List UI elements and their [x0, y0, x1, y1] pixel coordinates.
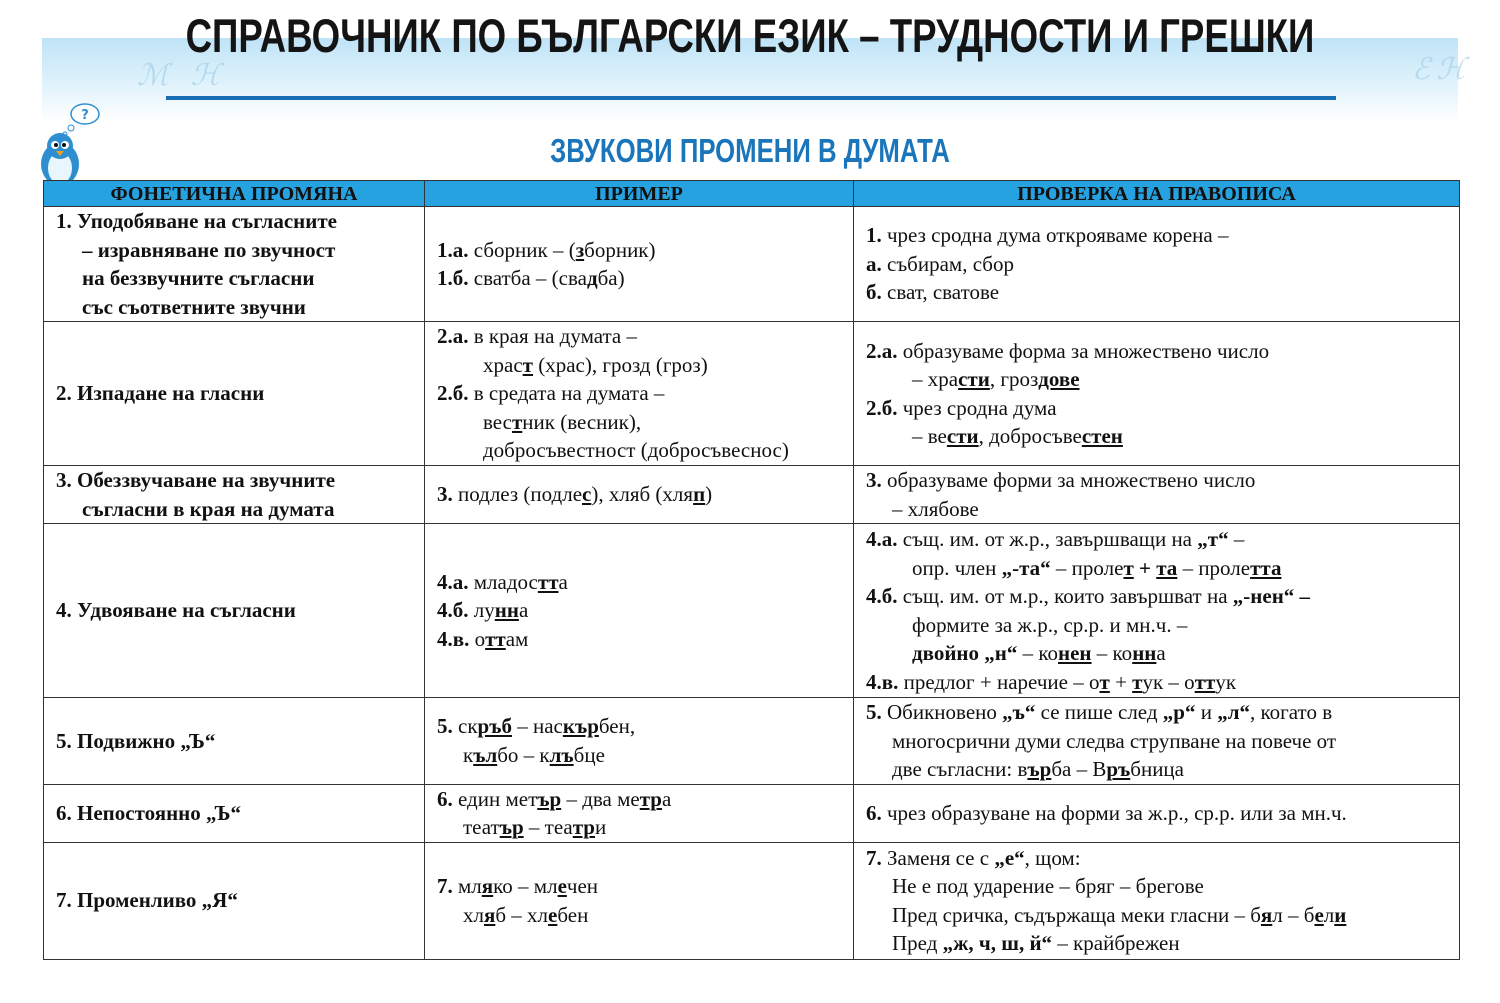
- change-line: 6. Непостоянно „Ъ“: [56, 800, 241, 825]
- text-run: чрез сродна дума: [902, 395, 1057, 420]
- underlined-letters: и: [1334, 902, 1347, 927]
- text-run: ба – В: [1051, 757, 1107, 781]
- underlined-letters: кър: [562, 714, 599, 739]
- underlined-letters: т: [522, 352, 533, 377]
- underlined-letters: лъ: [549, 742, 574, 767]
- check-line: [866, 639, 1459, 668]
- text-run: 2.а.: [437, 324, 474, 349]
- check-line: [866, 611, 1459, 640]
- text-run: 7.: [866, 845, 887, 870]
- table-header-row: [44, 181, 1460, 207]
- example-cell: [425, 466, 854, 524]
- text-run: двойно „н“: [912, 641, 1018, 665]
- text-run: –: [1228, 527, 1245, 551]
- text-run: „р“: [1162, 700, 1196, 724]
- underlined-letters: п: [693, 482, 706, 507]
- text-run: сборник – (: [473, 237, 576, 262]
- text-run: – хра: [912, 367, 959, 391]
- example-cell: [425, 322, 854, 466]
- text-run: 4.а.: [437, 569, 474, 594]
- check-line: [866, 337, 1459, 366]
- text-run: образуваме форма за множествено число: [902, 338, 1270, 363]
- underlined-letters: ър: [499, 815, 524, 839]
- table-row: [44, 524, 1460, 698]
- change-line: 1. Уподобяване на съгласните: [56, 209, 337, 233]
- underlined-letters: тр: [639, 786, 662, 811]
- text-run: ), хляб (хля: [591, 482, 694, 507]
- text-run: 4.б.: [437, 598, 474, 623]
- underlined-letters: та: [1156, 555, 1178, 580]
- underlined-letters: ър: [537, 786, 562, 811]
- example-line: [437, 264, 853, 293]
- check-line: [866, 582, 1459, 611]
- example-line: [437, 901, 853, 930]
- spelling-check-cell: [854, 784, 1460, 842]
- example-line: [437, 741, 853, 770]
- underlined-letters: с: [582, 482, 592, 507]
- underlined-letters: е: [557, 874, 567, 898]
- text-run: сватба – (сва: [473, 266, 587, 290]
- underlined-letters: сти: [958, 367, 990, 391]
- underlined-letters: я: [481, 874, 494, 898]
- text-run: а.: [866, 251, 887, 276]
- text-run: две съгласни: в: [892, 757, 1028, 781]
- text-run: ко – мл: [493, 874, 558, 898]
- text-run: Пред: [892, 931, 943, 955]
- table-row: [44, 842, 1460, 959]
- text-run: младос: [473, 569, 538, 594]
- text-run: ук – о: [1142, 669, 1195, 694]
- text-run: , когато в: [1250, 700, 1333, 724]
- text-run: – ко: [1091, 641, 1133, 665]
- example-line: [437, 408, 853, 437]
- underlined-letters: т: [1132, 669, 1143, 694]
- text-run: теат: [463, 815, 500, 839]
- underlined-letters: ръ: [1106, 757, 1131, 781]
- text-run: подлез (подле: [458, 482, 583, 507]
- change-line: 4. Удвояване на съгласни: [56, 598, 296, 623]
- spelling-check-cell: [854, 524, 1460, 698]
- change-line: съгласни в края на думата: [82, 496, 335, 521]
- underlined-letters: т: [511, 409, 523, 434]
- text-run: бен: [557, 902, 589, 927]
- text-run: б – хл: [495, 902, 549, 927]
- text-run: – проле: [1050, 555, 1124, 580]
- check-line: [866, 727, 1459, 756]
- check-line: [866, 525, 1459, 554]
- text-run: „л“: [1217, 700, 1251, 724]
- text-run: 5.: [866, 700, 887, 724]
- example-line: [437, 351, 853, 380]
- underlined-letters: тта: [1250, 555, 1282, 580]
- check-line: [866, 554, 1459, 583]
- underlined-letters: нн: [1132, 641, 1157, 665]
- change-line: 2. Изпадане на гласни: [56, 381, 265, 406]
- text-run: същ. им. от ж.р., завършващи на: [902, 527, 1198, 551]
- text-run: ): [705, 482, 713, 507]
- text-run: 7.: [437, 874, 458, 898]
- text-run: и: [595, 815, 607, 839]
- text-run: в края на думата –: [473, 324, 637, 349]
- spelling-check-cell: [854, 698, 1460, 785]
- text-run: мл: [458, 874, 482, 898]
- example-line: [437, 236, 853, 265]
- text-run: образуваме форми за множествено число: [887, 468, 1256, 492]
- svg-text:?: ?: [81, 108, 89, 123]
- check-line: [866, 394, 1459, 423]
- text-run: лу: [473, 598, 495, 623]
- text-run: – хлябове: [892, 496, 979, 521]
- phonetic-change-cell: [44, 698, 425, 785]
- text-run: 6.: [866, 800, 887, 825]
- text-run: 6.: [437, 786, 458, 811]
- text-run: бце: [573, 742, 605, 767]
- text-run: добросъвестност (добросъвеснос): [483, 438, 789, 463]
- example-line: [437, 625, 853, 654]
- check-line: [866, 755, 1459, 784]
- text-run: в средата на думата –: [473, 381, 665, 406]
- underlined-letters: ръб: [477, 714, 512, 739]
- change-line: 3. Обеззвучаване на звучните: [56, 468, 336, 492]
- example-line: [437, 785, 853, 814]
- text-run: 1.: [866, 223, 887, 248]
- check-line: [866, 668, 1459, 697]
- text-run: бен,: [598, 714, 636, 739]
- check-line: [866, 799, 1459, 828]
- text-run: „т“: [1197, 527, 1229, 551]
- text-run: о: [474, 626, 486, 651]
- text-run: ук: [1215, 669, 1237, 694]
- text-run: „ж, ч, ш, й“: [942, 931, 1053, 955]
- text-run: – крайбрежен: [1052, 931, 1180, 955]
- underlined-letters: я: [1260, 902, 1273, 927]
- check-line: [866, 422, 1459, 451]
- underlined-letters: з: [575, 237, 585, 262]
- change-line: със съответните звучни: [82, 294, 306, 319]
- text-run: храс: [483, 352, 523, 377]
- underlined-letters: дове: [1038, 367, 1080, 391]
- example-line: [437, 712, 853, 741]
- banner-decoration: ℰℋ: [1412, 52, 1472, 87]
- text-run: 3.: [437, 482, 458, 507]
- text-run: Обикновено: [887, 700, 1003, 724]
- example-cell: [425, 698, 854, 785]
- text-run: к: [463, 742, 474, 767]
- text-run: 4.а.: [866, 527, 903, 551]
- underlined-letters: е: [548, 902, 558, 927]
- text-run: а: [518, 598, 529, 623]
- column-header-change: ФОНЕТИЧНА ПРОМЯНА: [44, 181, 425, 207]
- text-run: опр. член: [912, 555, 1002, 580]
- text-run: Пред сричка, съдържаща меки гласни – б: [892, 902, 1261, 927]
- text-run: а: [558, 569, 568, 594]
- text-run: – нас: [511, 714, 563, 739]
- underlined-letters: е: [1314, 902, 1324, 927]
- table-row: [44, 784, 1460, 842]
- underlined-letters: стен: [1081, 424, 1123, 448]
- text-run: +: [1133, 555, 1157, 580]
- spelling-check-cell: [854, 466, 1460, 524]
- phonetic-change-cell: [44, 524, 425, 698]
- example-line: [437, 379, 853, 408]
- text-run: – проле: [1177, 555, 1251, 580]
- check-line: [866, 278, 1459, 307]
- text-run: формите за ж.р., ср.р. и мн.ч. –: [912, 612, 1188, 637]
- check-line: [866, 901, 1459, 930]
- text-run: и: [1195, 700, 1218, 724]
- text-run: събирам, сбор: [887, 251, 1014, 276]
- text-run: ам: [505, 626, 529, 651]
- example-cell: [425, 842, 854, 959]
- text-run: които завършват на: [1054, 584, 1233, 608]
- spelling-check-cell: [854, 842, 1460, 959]
- phonetic-change-cell: [44, 466, 425, 524]
- example-cell: [425, 524, 854, 698]
- text-run: Заменя се с: [887, 845, 995, 870]
- text-run: ник (весник),: [522, 409, 642, 434]
- section-title: ЗВУКОВИ ПРОМЕНИ В ДУМАТА: [550, 132, 950, 169]
- phonetic-change-cell: [44, 207, 425, 322]
- text-run: (храс), грозд: [532, 352, 651, 377]
- check-line: [866, 466, 1459, 495]
- text-run: – ко: [1017, 641, 1059, 665]
- underlined-letters: тт: [1194, 669, 1216, 694]
- check-line: [866, 221, 1459, 250]
- text-run: 1.а.: [437, 237, 474, 262]
- text-run: а: [661, 786, 672, 811]
- check-line: [866, 844, 1459, 873]
- text-run: предлог + наречие – о: [903, 669, 1100, 694]
- example-line: [437, 322, 853, 351]
- column-header-example: ПРИМЕР: [425, 181, 854, 207]
- text-run: чрез образуване на форми за ж.р., ср.р. или за мн.ч.: [887, 800, 1347, 825]
- underlined-letters: т: [1099, 669, 1110, 694]
- change-line: на беззвучните съгласни: [82, 266, 315, 290]
- example-line: [437, 596, 853, 625]
- text-run: многосрични думи следва струпване на повече от: [892, 728, 1337, 753]
- example-cell: [425, 207, 854, 322]
- underlined-letters: нен: [1058, 641, 1092, 665]
- text-run: „ъ“: [1002, 700, 1036, 724]
- underlined-letters: сти: [946, 424, 979, 448]
- penguin-icon: [38, 100, 108, 188]
- underlined-letters: д: [586, 266, 598, 290]
- text-run: бо – к: [497, 742, 550, 767]
- text-run: , щом:: [1024, 845, 1081, 870]
- text-run: 2.б.: [866, 395, 903, 420]
- text-run: 4.в.: [437, 626, 475, 651]
- change-line: 7. Променливо „Я“: [56, 888, 238, 913]
- column-header-check: ПРОВЕРКА НА ПРАВОПИСА: [854, 181, 1460, 207]
- text-run: сват, сватове: [887, 280, 1000, 305]
- text-run: – теа: [523, 815, 573, 839]
- spelling-check-cell: [854, 207, 1460, 322]
- text-run: л – б: [1272, 902, 1315, 927]
- example-line: [437, 568, 853, 597]
- text-run: борник): [584, 237, 656, 262]
- text-run: един мет: [458, 786, 538, 811]
- text-run: вес: [483, 409, 512, 434]
- text-run: 2.б.: [437, 381, 474, 406]
- text-run: +: [1109, 669, 1133, 694]
- check-line: [866, 250, 1459, 279]
- text-run: ба): [597, 266, 625, 290]
- text-run: 5.: [437, 714, 458, 739]
- check-line: [866, 365, 1459, 394]
- check-line: [866, 495, 1459, 524]
- text-run: чрез сродна дума открояваме корена –: [887, 223, 1229, 248]
- text-run: Не е под ударение – бряг – брегове: [892, 874, 1204, 898]
- spelling-check-cell: [854, 322, 1460, 466]
- banner-decoration: ℳ ℋ: [137, 58, 227, 93]
- text-run: , гроз: [989, 367, 1039, 391]
- text-run: 3.: [866, 468, 887, 492]
- example-line: [437, 436, 853, 465]
- text-run: се пише след: [1035, 700, 1163, 724]
- check-line: [866, 698, 1459, 727]
- underlined-letters: ър: [1027, 757, 1052, 781]
- text-run: б.: [866, 280, 887, 305]
- text-run: – ве: [912, 424, 947, 448]
- text-run: „-нен“ –: [1232, 584, 1311, 608]
- text-run: л: [1323, 902, 1335, 927]
- reference-table: [43, 180, 1460, 960]
- table-row: [44, 698, 1460, 785]
- text-run: 4.в.: [866, 669, 904, 694]
- text-run: хл: [463, 902, 484, 927]
- phonetic-change-cell: [44, 322, 425, 466]
- check-line: [866, 872, 1459, 901]
- underlined-letters: т: [1123, 555, 1134, 580]
- text-run: 4.б.: [866, 584, 903, 608]
- text-run: а: [1156, 641, 1166, 665]
- example-line: [437, 872, 853, 901]
- phonetic-change-cell: [44, 842, 425, 959]
- underlined-letters: тр: [572, 815, 595, 839]
- text-run: същ. им. от м.р.,: [902, 584, 1055, 608]
- example-line: [437, 480, 853, 509]
- table-row: [44, 322, 1460, 466]
- title-underline: [166, 96, 1336, 100]
- check-line: [866, 929, 1459, 958]
- change-line: 5. Подвижно „Ъ“: [56, 728, 216, 753]
- text-run: „е“: [994, 845, 1025, 870]
- underlined-letters: тт: [485, 626, 506, 651]
- page-title: СПРАВОЧНИК ПО БЪЛГАРСКИ ЕЗИК – ТРУДНОСТИ И ГРЕШКИ: [185, 9, 1315, 62]
- table-row: [44, 207, 1460, 322]
- underlined-letters: ъл: [473, 742, 498, 767]
- text-run: бница: [1130, 757, 1184, 781]
- text-run: – два ме: [561, 786, 640, 811]
- text-run: „-та“: [1001, 555, 1051, 580]
- change-line: – изравняване по звучност: [82, 237, 336, 262]
- underlined-letters: я: [483, 902, 496, 927]
- example-cell: [425, 784, 854, 842]
- underlined-letters: тт: [537, 569, 559, 594]
- example-line: [437, 813, 853, 842]
- text-run: 2.а.: [866, 338, 903, 363]
- underlined-letters: нн: [494, 598, 519, 623]
- text-run: чен: [566, 874, 599, 898]
- text-run: , добросъве: [978, 424, 1082, 448]
- phonetic-change-cell: [44, 784, 425, 842]
- text-run: ск: [458, 714, 478, 739]
- text-run: 1.б.: [437, 266, 474, 290]
- text-run: (гроз): [650, 352, 708, 377]
- table-row: [44, 466, 1460, 524]
